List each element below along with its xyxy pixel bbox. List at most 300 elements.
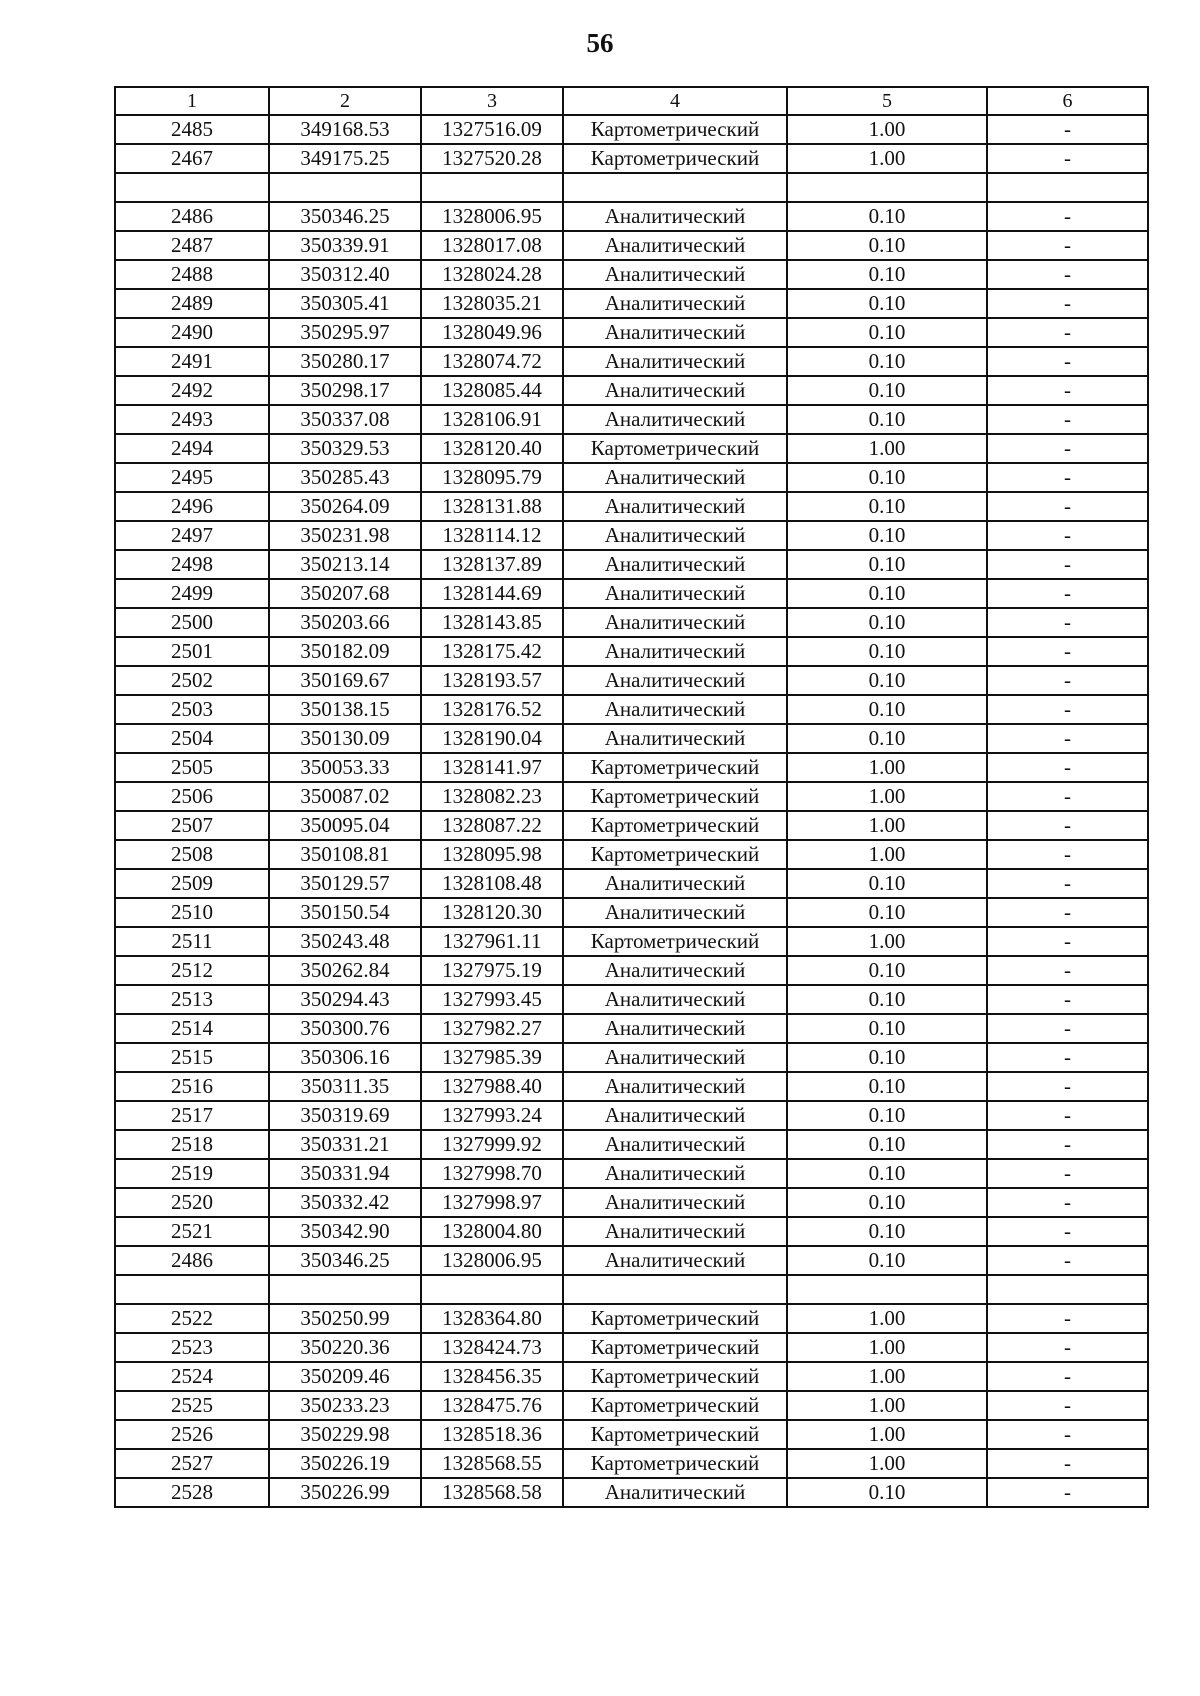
note-cell: -	[987, 782, 1148, 811]
method-cell: Аналитический	[563, 695, 787, 724]
y-coordinate-cell: 1328017.08	[421, 231, 563, 260]
accuracy-cell: 0.10	[787, 1478, 987, 1507]
note-cell: -	[987, 231, 1148, 260]
point-number-cell: 2508	[115, 840, 269, 869]
table-row	[115, 579, 1148, 608]
x-coordinate-cell: 350053.33	[269, 753, 421, 782]
y-coordinate-cell: 1328144.69	[421, 579, 563, 608]
point-number-cell: 2493	[115, 405, 269, 434]
point-number-cell: 2514	[115, 1014, 269, 1043]
note-cell: -	[987, 318, 1148, 347]
note-cell: -	[987, 144, 1148, 173]
accuracy-cell: 0.10	[787, 898, 987, 927]
table-row	[115, 1159, 1148, 1188]
accuracy-cell: 0.10	[787, 289, 987, 318]
x-coordinate-cell: 350312.40	[269, 260, 421, 289]
note-cell: -	[987, 1420, 1148, 1449]
y-coordinate-cell: 1327998.70	[421, 1159, 563, 1188]
y-coordinate-cell: 1328143.85	[421, 608, 563, 637]
y-coordinate-cell: 1328568.55	[421, 1449, 563, 1478]
table-row	[115, 231, 1148, 260]
note-cell: -	[987, 1043, 1148, 1072]
table-row	[115, 1246, 1148, 1275]
point-number-cell: 2523	[115, 1333, 269, 1362]
accuracy-cell: 1.00	[787, 144, 987, 173]
note-cell: -	[987, 579, 1148, 608]
x-coordinate-cell: 350209.46	[269, 1362, 421, 1391]
table-row	[115, 666, 1148, 695]
note-cell: -	[987, 724, 1148, 753]
note-cell: -	[987, 637, 1148, 666]
method-cell: Картометрический	[563, 927, 787, 956]
point-number-cell: 2497	[115, 521, 269, 550]
x-coordinate-cell: 350213.14	[269, 550, 421, 579]
point-number-cell: 2525	[115, 1391, 269, 1420]
point-number-cell: 2496	[115, 492, 269, 521]
x-coordinate-cell: 350169.67	[269, 666, 421, 695]
y-coordinate-cell: 1328424.73	[421, 1333, 563, 1362]
note-cell: -	[987, 260, 1148, 289]
method-cell: Картометрический	[563, 434, 787, 463]
y-coordinate-cell: 1328095.98	[421, 840, 563, 869]
y-coordinate-cell: 1328141.97	[421, 753, 563, 782]
note-cell: -	[987, 1014, 1148, 1043]
accuracy-cell: 1.00	[787, 1391, 987, 1420]
x-coordinate-cell: 350150.54	[269, 898, 421, 927]
point-number-cell: 2467	[115, 144, 269, 173]
note-cell: -	[987, 840, 1148, 869]
method-cell: Аналитический	[563, 898, 787, 927]
method-cell: Картометрический	[563, 144, 787, 173]
x-coordinate-cell: 350305.41	[269, 289, 421, 318]
table-row	[115, 753, 1148, 782]
table-row	[115, 898, 1148, 927]
method-cell: Аналитический	[563, 347, 787, 376]
method-cell: Аналитический	[563, 405, 787, 434]
y-coordinate-cell: 1327975.19	[421, 956, 563, 985]
accuracy-cell: 0.10	[787, 405, 987, 434]
point-number-cell: 2499	[115, 579, 269, 608]
x-coordinate-cell: 350233.23	[269, 1391, 421, 1420]
note-cell: -	[987, 1362, 1148, 1391]
x-coordinate-cell	[269, 173, 421, 202]
note-cell: -	[987, 463, 1148, 492]
method-cell: Аналитический	[563, 579, 787, 608]
note-cell: -	[987, 289, 1148, 318]
note-cell: -	[987, 1304, 1148, 1333]
accuracy-cell: 0.10	[787, 1101, 987, 1130]
point-number-cell: 2528	[115, 1478, 269, 1507]
accuracy-cell: 0.10	[787, 1043, 987, 1072]
point-number-cell: 2511	[115, 927, 269, 956]
x-coordinate-cell: 350138.15	[269, 695, 421, 724]
point-number-cell: 2519	[115, 1159, 269, 1188]
accuracy-cell: 0.10	[787, 1072, 987, 1101]
point-number-cell: 2500	[115, 608, 269, 637]
accuracy-cell: 0.10	[787, 1246, 987, 1275]
note-cell: -	[987, 869, 1148, 898]
point-number-cell: 2522	[115, 1304, 269, 1333]
accuracy-cell: 1.00	[787, 115, 987, 144]
method-cell: Картометрический	[563, 1391, 787, 1420]
note-cell: -	[987, 753, 1148, 782]
y-coordinate-cell: 1328006.95	[421, 202, 563, 231]
x-coordinate-cell: 350243.48	[269, 927, 421, 956]
x-coordinate-cell: 350262.84	[269, 956, 421, 985]
table-separator-row	[115, 173, 1148, 202]
x-coordinate-cell: 350346.25	[269, 1246, 421, 1275]
point-number-cell: 2487	[115, 231, 269, 260]
accuracy-cell: 0.10	[787, 666, 987, 695]
table-row	[115, 260, 1148, 289]
y-coordinate-cell: 1328082.23	[421, 782, 563, 811]
note-cell: -	[987, 1072, 1148, 1101]
note-cell: -	[987, 521, 1148, 550]
method-cell: Аналитический	[563, 1188, 787, 1217]
table-row	[115, 637, 1148, 666]
table-row	[115, 1391, 1148, 1420]
table-row	[115, 927, 1148, 956]
accuracy-cell: 0.10	[787, 637, 987, 666]
accuracy-cell: 0.10	[787, 1130, 987, 1159]
method-cell	[563, 1275, 787, 1304]
table-row	[115, 695, 1148, 724]
x-coordinate-cell: 350108.81	[269, 840, 421, 869]
column-header: 1	[115, 87, 269, 115]
method-cell	[563, 173, 787, 202]
x-coordinate-cell: 350203.66	[269, 608, 421, 637]
table-row	[115, 1072, 1148, 1101]
y-coordinate-cell: 1328006.95	[421, 1246, 563, 1275]
column-header: 3	[421, 87, 563, 115]
y-coordinate-cell: 1328568.58	[421, 1478, 563, 1507]
method-cell: Картометрический	[563, 115, 787, 144]
point-number-cell: 2491	[115, 347, 269, 376]
accuracy-cell: 0.10	[787, 1159, 987, 1188]
point-number-cell: 2498	[115, 550, 269, 579]
column-header: 5	[787, 87, 987, 115]
method-cell: Аналитический	[563, 202, 787, 231]
note-cell	[987, 173, 1148, 202]
point-number-cell: 2503	[115, 695, 269, 724]
method-cell: Картометрический	[563, 1420, 787, 1449]
x-coordinate-cell: 350226.19	[269, 1449, 421, 1478]
table-row	[115, 840, 1148, 869]
point-number-cell: 2495	[115, 463, 269, 492]
accuracy-cell: 0.10	[787, 869, 987, 898]
x-coordinate-cell: 350294.43	[269, 985, 421, 1014]
method-cell: Аналитический	[563, 1043, 787, 1072]
point-number-cell: 2521	[115, 1217, 269, 1246]
y-coordinate-cell: 1328114.12	[421, 521, 563, 550]
page-number: 56	[586, 28, 614, 58]
y-coordinate-cell: 1328087.22	[421, 811, 563, 840]
y-coordinate-cell: 1328175.42	[421, 637, 563, 666]
method-cell: Аналитический	[563, 956, 787, 985]
column-header: 6	[987, 87, 1148, 115]
table-row	[115, 724, 1148, 753]
y-coordinate-cell	[421, 1275, 563, 1304]
point-number-cell: 2486	[115, 1246, 269, 1275]
accuracy-cell: 0.10	[787, 463, 987, 492]
x-coordinate-cell: 350319.69	[269, 1101, 421, 1130]
table-row	[115, 869, 1148, 898]
accuracy-cell: 0.10	[787, 318, 987, 347]
table-row	[115, 202, 1148, 231]
accuracy-cell: 0.10	[787, 347, 987, 376]
point-number-cell: 2520	[115, 1188, 269, 1217]
note-cell: -	[987, 1217, 1148, 1246]
accuracy-cell: 0.10	[787, 1188, 987, 1217]
y-coordinate-cell: 1328518.36	[421, 1420, 563, 1449]
point-number-cell: 2504	[115, 724, 269, 753]
table-row	[115, 1043, 1148, 1072]
method-cell: Аналитический	[563, 231, 787, 260]
method-cell: Аналитический	[563, 550, 787, 579]
method-cell: Аналитический	[563, 666, 787, 695]
y-coordinate-cell: 1328190.04	[421, 724, 563, 753]
table-row	[115, 608, 1148, 637]
point-number-cell: 2518	[115, 1130, 269, 1159]
y-coordinate-cell: 1328106.91	[421, 405, 563, 434]
accuracy-cell: 0.10	[787, 579, 987, 608]
method-cell: Картометрический	[563, 753, 787, 782]
y-coordinate-cell: 1328456.35	[421, 1362, 563, 1391]
table-row	[115, 811, 1148, 840]
method-cell: Аналитический	[563, 1014, 787, 1043]
note-cell: -	[987, 434, 1148, 463]
coordinates-table	[114, 86, 1149, 1508]
point-number-cell	[115, 1275, 269, 1304]
table-header-row	[115, 87, 1148, 115]
point-number-cell: 2501	[115, 637, 269, 666]
table-row	[115, 463, 1148, 492]
x-coordinate-cell: 350231.98	[269, 521, 421, 550]
x-coordinate-cell: 350331.21	[269, 1130, 421, 1159]
note-cell: -	[987, 347, 1148, 376]
table-row	[115, 521, 1148, 550]
x-coordinate-cell: 350295.97	[269, 318, 421, 347]
note-cell: -	[987, 1333, 1148, 1362]
accuracy-cell: 1.00	[787, 434, 987, 463]
x-coordinate-cell: 350346.25	[269, 202, 421, 231]
method-cell: Картометрический	[563, 1362, 787, 1391]
note-cell: -	[987, 666, 1148, 695]
note-cell: -	[987, 550, 1148, 579]
method-cell: Картометрический	[563, 811, 787, 840]
note-cell: -	[987, 1246, 1148, 1275]
method-cell: Аналитический	[563, 869, 787, 898]
y-coordinate-cell: 1328108.48	[421, 869, 563, 898]
table-row	[115, 434, 1148, 463]
method-cell: Картометрический	[563, 1333, 787, 1362]
y-coordinate-cell: 1328193.57	[421, 666, 563, 695]
point-number-cell: 2510	[115, 898, 269, 927]
point-number-cell: 2506	[115, 782, 269, 811]
y-coordinate-cell: 1328049.96	[421, 318, 563, 347]
table-row	[115, 985, 1148, 1014]
note-cell: -	[987, 1188, 1148, 1217]
y-coordinate-cell: 1328475.76	[421, 1391, 563, 1420]
table-row	[115, 1304, 1148, 1333]
method-cell: Картометрический	[563, 840, 787, 869]
table-row	[115, 376, 1148, 405]
method-cell: Аналитический	[563, 637, 787, 666]
accuracy-cell: 0.10	[787, 260, 987, 289]
accuracy-cell	[787, 1275, 987, 1304]
accuracy-cell: 0.10	[787, 376, 987, 405]
table-row	[115, 1101, 1148, 1130]
point-number-cell: 2524	[115, 1362, 269, 1391]
note-cell: -	[987, 1478, 1148, 1507]
note-cell: -	[987, 608, 1148, 637]
y-coordinate-cell: 1327982.27	[421, 1014, 563, 1043]
point-number-cell: 2507	[115, 811, 269, 840]
note-cell	[987, 1275, 1148, 1304]
accuracy-cell: 1.00	[787, 1449, 987, 1478]
method-cell: Аналитический	[563, 1246, 787, 1275]
method-cell: Аналитический	[563, 492, 787, 521]
note-cell: -	[987, 927, 1148, 956]
method-cell: Аналитический	[563, 1130, 787, 1159]
x-coordinate-cell: 350331.94	[269, 1159, 421, 1188]
note-cell: -	[987, 985, 1148, 1014]
point-number-cell: 2515	[115, 1043, 269, 1072]
y-coordinate-cell: 1327520.28	[421, 144, 563, 173]
accuracy-cell: 0.10	[787, 550, 987, 579]
x-coordinate-cell: 350250.99	[269, 1304, 421, 1333]
y-coordinate-cell: 1327998.97	[421, 1188, 563, 1217]
accuracy-cell: 1.00	[787, 1420, 987, 1449]
note-cell: -	[987, 898, 1148, 927]
x-coordinate-cell: 350264.09	[269, 492, 421, 521]
point-number-cell: 2488	[115, 260, 269, 289]
point-number-cell: 2512	[115, 956, 269, 985]
y-coordinate-cell: 1327985.39	[421, 1043, 563, 1072]
x-coordinate-cell: 350298.17	[269, 376, 421, 405]
y-coordinate-cell: 1327988.40	[421, 1072, 563, 1101]
method-cell: Аналитический	[563, 521, 787, 550]
note-cell: -	[987, 376, 1148, 405]
accuracy-cell: 1.00	[787, 753, 987, 782]
note-cell: -	[987, 115, 1148, 144]
accuracy-cell: 1.00	[787, 1333, 987, 1362]
point-number-cell: 2485	[115, 115, 269, 144]
note-cell: -	[987, 202, 1148, 231]
x-coordinate-cell: 350129.57	[269, 869, 421, 898]
note-cell: -	[987, 1391, 1148, 1420]
table-row	[115, 347, 1148, 376]
point-number-cell: 2492	[115, 376, 269, 405]
y-coordinate-cell: 1327993.24	[421, 1101, 563, 1130]
x-coordinate-cell: 350280.17	[269, 347, 421, 376]
x-coordinate-cell: 350087.02	[269, 782, 421, 811]
table-row	[115, 1217, 1148, 1246]
x-coordinate-cell: 350311.35	[269, 1072, 421, 1101]
point-number-cell: 2526	[115, 1420, 269, 1449]
x-coordinate-cell: 350229.98	[269, 1420, 421, 1449]
point-number-cell: 2494	[115, 434, 269, 463]
method-cell: Аналитический	[563, 724, 787, 753]
y-coordinate-cell: 1327961.11	[421, 927, 563, 956]
point-number-cell: 2509	[115, 869, 269, 898]
table-row	[115, 289, 1148, 318]
x-coordinate-cell: 350226.99	[269, 1478, 421, 1507]
method-cell: Аналитический	[563, 318, 787, 347]
x-coordinate-cell: 350285.43	[269, 463, 421, 492]
table-row	[115, 1362, 1148, 1391]
table-row	[115, 492, 1148, 521]
method-cell: Аналитический	[563, 289, 787, 318]
y-coordinate-cell: 1327993.45	[421, 985, 563, 1014]
table-row	[115, 1449, 1148, 1478]
table-row	[115, 1188, 1148, 1217]
table-row	[115, 1130, 1148, 1159]
accuracy-cell: 1.00	[787, 782, 987, 811]
table-row	[115, 1014, 1148, 1043]
method-cell: Аналитический	[563, 1159, 787, 1188]
method-cell: Аналитический	[563, 260, 787, 289]
accuracy-cell: 0.10	[787, 956, 987, 985]
accuracy-cell: 0.10	[787, 724, 987, 753]
method-cell: Аналитический	[563, 608, 787, 637]
point-number-cell: 2505	[115, 753, 269, 782]
y-coordinate-cell: 1328120.40	[421, 434, 563, 463]
table-row	[115, 1333, 1148, 1362]
accuracy-cell: 1.00	[787, 1362, 987, 1391]
note-cell: -	[987, 695, 1148, 724]
method-cell: Картометрический	[563, 1449, 787, 1478]
accuracy-cell: 0.10	[787, 1014, 987, 1043]
accuracy-cell	[787, 173, 987, 202]
y-coordinate-cell: 1328120.30	[421, 898, 563, 927]
x-coordinate-cell: 350130.09	[269, 724, 421, 753]
method-cell: Аналитический	[563, 1478, 787, 1507]
note-cell: -	[987, 1449, 1148, 1478]
note-cell: -	[987, 1159, 1148, 1188]
x-coordinate-cell: 350220.36	[269, 1333, 421, 1362]
accuracy-cell: 0.10	[787, 521, 987, 550]
table-row	[115, 1420, 1148, 1449]
table-row	[115, 550, 1148, 579]
x-coordinate-cell: 350207.68	[269, 579, 421, 608]
x-coordinate-cell: 350306.16	[269, 1043, 421, 1072]
accuracy-cell: 1.00	[787, 927, 987, 956]
note-cell: -	[987, 1101, 1148, 1130]
note-cell: -	[987, 492, 1148, 521]
table-row	[115, 405, 1148, 434]
method-cell: Картометрический	[563, 782, 787, 811]
y-coordinate-cell: 1328085.44	[421, 376, 563, 405]
accuracy-cell: 1.00	[787, 1304, 987, 1333]
x-coordinate-cell: 350342.90	[269, 1217, 421, 1246]
x-coordinate-cell: 350182.09	[269, 637, 421, 666]
x-coordinate-cell: 349175.25	[269, 144, 421, 173]
y-coordinate-cell: 1328035.21	[421, 289, 563, 318]
y-coordinate-cell: 1328074.72	[421, 347, 563, 376]
point-number-cell: 2489	[115, 289, 269, 318]
y-coordinate-cell: 1328095.79	[421, 463, 563, 492]
accuracy-cell: 0.10	[787, 202, 987, 231]
method-cell: Аналитический	[563, 1101, 787, 1130]
point-number-cell	[115, 173, 269, 202]
point-number-cell: 2486	[115, 202, 269, 231]
column-header: 4	[563, 87, 787, 115]
x-coordinate-cell: 349168.53	[269, 115, 421, 144]
x-coordinate-cell: 350339.91	[269, 231, 421, 260]
x-coordinate-cell: 350329.53	[269, 434, 421, 463]
y-coordinate-cell	[421, 173, 563, 202]
